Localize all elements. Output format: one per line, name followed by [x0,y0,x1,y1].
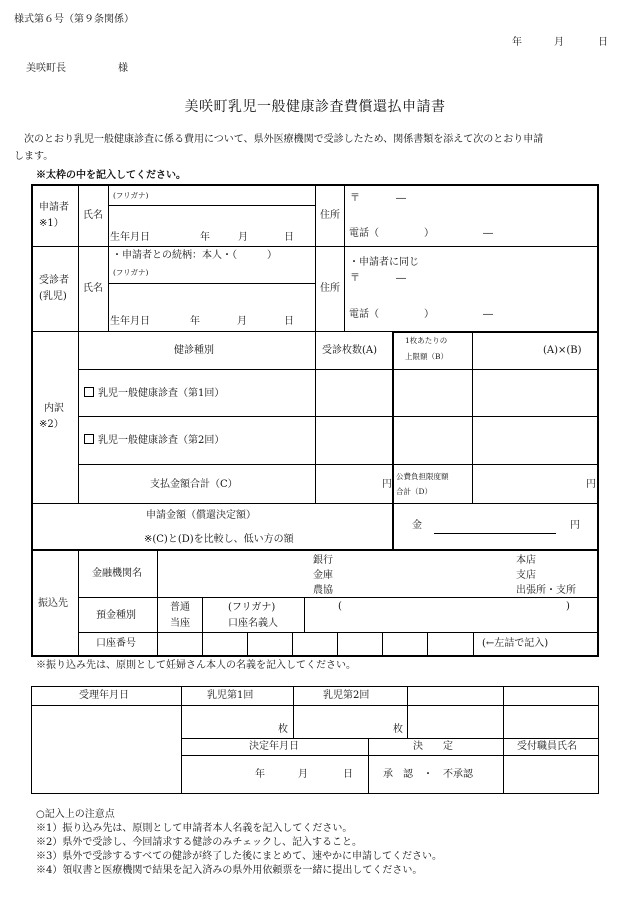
patient-phone-close: ） [424,309,434,320]
applicant-birth-year: 年 [200,232,210,243]
applicant-postal-mark: 〒 [350,193,360,204]
patient-phone-dash: ― [483,309,493,320]
patient-sublabel: (乳児) [39,291,67,302]
decision-date-month: 月 [298,769,308,780]
checkbox-second-checkup[interactable] [84,434,94,444]
holder-furigana-label: (フリガナ) [228,602,276,613]
notes-heading: ○記入上の注意点 [36,809,115,820]
applicant-birth-month: 月 [238,232,248,243]
bank-type-ja: 農協 [313,585,333,596]
bank-type-bank: 銀行 [313,555,333,566]
account-number-note: (←左詰で記入) [482,638,549,649]
office-sheets-first: 枚 [278,724,288,735]
branch-type-branch: 支店 [516,570,536,581]
page-title: 美咲町乳児一般健康診査費償還払申請書 [184,99,446,115]
note-item: ※1）振り込み先は、原則として申請者本人名義を記入してください。 [36,823,353,834]
approval-options: 承 認 ・ 不承認 [383,769,473,780]
public-limit-line1: 公費負担限度額 [396,472,449,481]
form-number: 様式第６号（第９条関係） [14,14,134,25]
decision-date-year: 年 [255,769,265,780]
addressee: 美咲町長 [26,63,66,74]
patient-label: 受診者 [39,275,69,286]
account-number-label: 口座番号 [96,638,136,649]
bank-type-shinkin: 金庫 [313,570,333,581]
applicant-birth-day: 日 [284,232,294,243]
holder-paren-open: ( [338,601,342,612]
deposit-type-ordinary: 普通 [170,602,190,613]
transfer-label: 振込先 [38,598,68,609]
note-item: ※3）県外で受診するすべての健診が終了した後にまとめて、速やかに申請してください。 [36,851,442,862]
col-limit-line1: 1枚あたりの [405,336,448,345]
public-limit-line2: 合計（D） [396,487,433,496]
deposit-type-label: 預金種別 [96,610,136,621]
patient-birth-day: 日 [284,316,294,327]
office-col-first: 乳児第1回 [207,690,254,701]
breakdown-label: 内訳 [44,403,64,414]
transfer-note: ※振り込み先は、原則として妊婦さん本人の名義を記入してください。 [36,660,356,671]
checkup-row-1[interactable] [84,387,224,400]
received-date-label: 受理年月日 [79,690,129,701]
checkbox-first-checkup[interactable] [84,387,94,397]
total-yen-unit: 円 [382,479,392,490]
claim-amount-label: 申請金額（償還決定額） [146,510,256,521]
patient-birth-year: 年 [190,316,200,327]
decision-date-day: 日 [343,769,353,780]
public-limit-yen-unit: 円 [586,479,596,490]
checkup-row-2[interactable] [84,434,224,447]
patient-relation: ・申請者との続柄：本人・（ ） [112,250,277,261]
instruction-note: ※太枠の中を記入してください。 [36,170,186,181]
patient-furigana-label: (フリガナ) [113,268,149,277]
bank-name-label: 金融機関名 [92,568,142,579]
applicant-phone-close: ） [424,228,434,239]
applicant-postal-dash: ― [396,193,406,204]
addressee-suffix: 様 [118,63,128,74]
office-col-second: 乳児第2回 [323,690,370,701]
account-holder-label: 口座名義人 [228,618,278,629]
holder-paren-close: ) [566,601,570,612]
office-sheets-second: 枚 [393,724,403,735]
note-item: ※4）領収書と医療機関で結果を記入済みの県外用依頼票を一緒に提出してください。 [36,865,423,876]
patient-birth-label: 生年月日 [110,316,150,327]
branch-type-head: 本店 [516,555,536,566]
patient-postal-dash: ― [396,273,406,284]
applicant-name-label: 氏名 [83,210,103,221]
claim-yen-unit: 円 [570,520,580,531]
patient-address-label: 住所 [320,283,340,294]
applicant-label: 申請者 [39,202,69,213]
col-sheet-count: 受診枚数(A) [322,345,378,356]
note-item: ※2）県外で受診し、今回請求する健診のみチェックし、記入すること。 [36,837,363,848]
patient-birth-month: 月 [237,316,247,327]
checkup-row-1-label: 乳児一般健康診査（第1回） [98,388,225,399]
applicant-note-ref: ※1） [39,218,64,229]
applicant-phone-dash: ― [483,228,493,239]
decision-date-label: 決定年月日 [249,741,299,752]
intro-line1: 次のとおり乳児一般健康診査に係る費用について、県外医療機関で受診したため、関係書類を添えて次のとおり申請 [24,134,544,145]
patient-phone-label: 電話（ [349,309,379,320]
total-payment-label: 支払金額合計（C） [150,479,238,490]
same-as-applicant: ・申請者に同じ [349,257,419,268]
claim-kin-label: 金 [412,520,422,531]
staff-name-label: 受付職員氏名 [517,741,577,752]
date-day-label: 日 [598,37,608,48]
claim-amount-note: ※(C)と(D)を比較し、低い方の額 [144,534,294,545]
claim-amount-line [434,533,556,534]
applicant-birth-label: 生年月日 [110,232,150,243]
applicant-furigana-label: (フリガナ) [113,191,149,200]
col-checkup-type: 健診種別 [174,345,214,356]
applicant-phone-label: 電話（ [349,228,379,239]
patient-postal-mark: 〒 [350,273,360,284]
applicant-address-label: 住所 [320,210,340,221]
decision-label: 決 定 [413,741,453,752]
intro-line2: します。 [14,151,54,162]
deposit-type-current: 当座 [170,618,190,629]
date-year-label: 年 [512,37,522,48]
col-limit-line2: 上限額（B） [405,352,449,361]
patient-name-label: 氏名 [83,283,103,294]
checkup-row-2-label: 乳児一般健康診査（第2回） [98,435,225,446]
col-product: (A)×(B) [543,345,582,356]
breakdown-note-ref: ※2） [39,419,64,430]
date-month-label: 月 [554,37,564,48]
branch-type-sub: 出張所・支所 [516,585,576,596]
